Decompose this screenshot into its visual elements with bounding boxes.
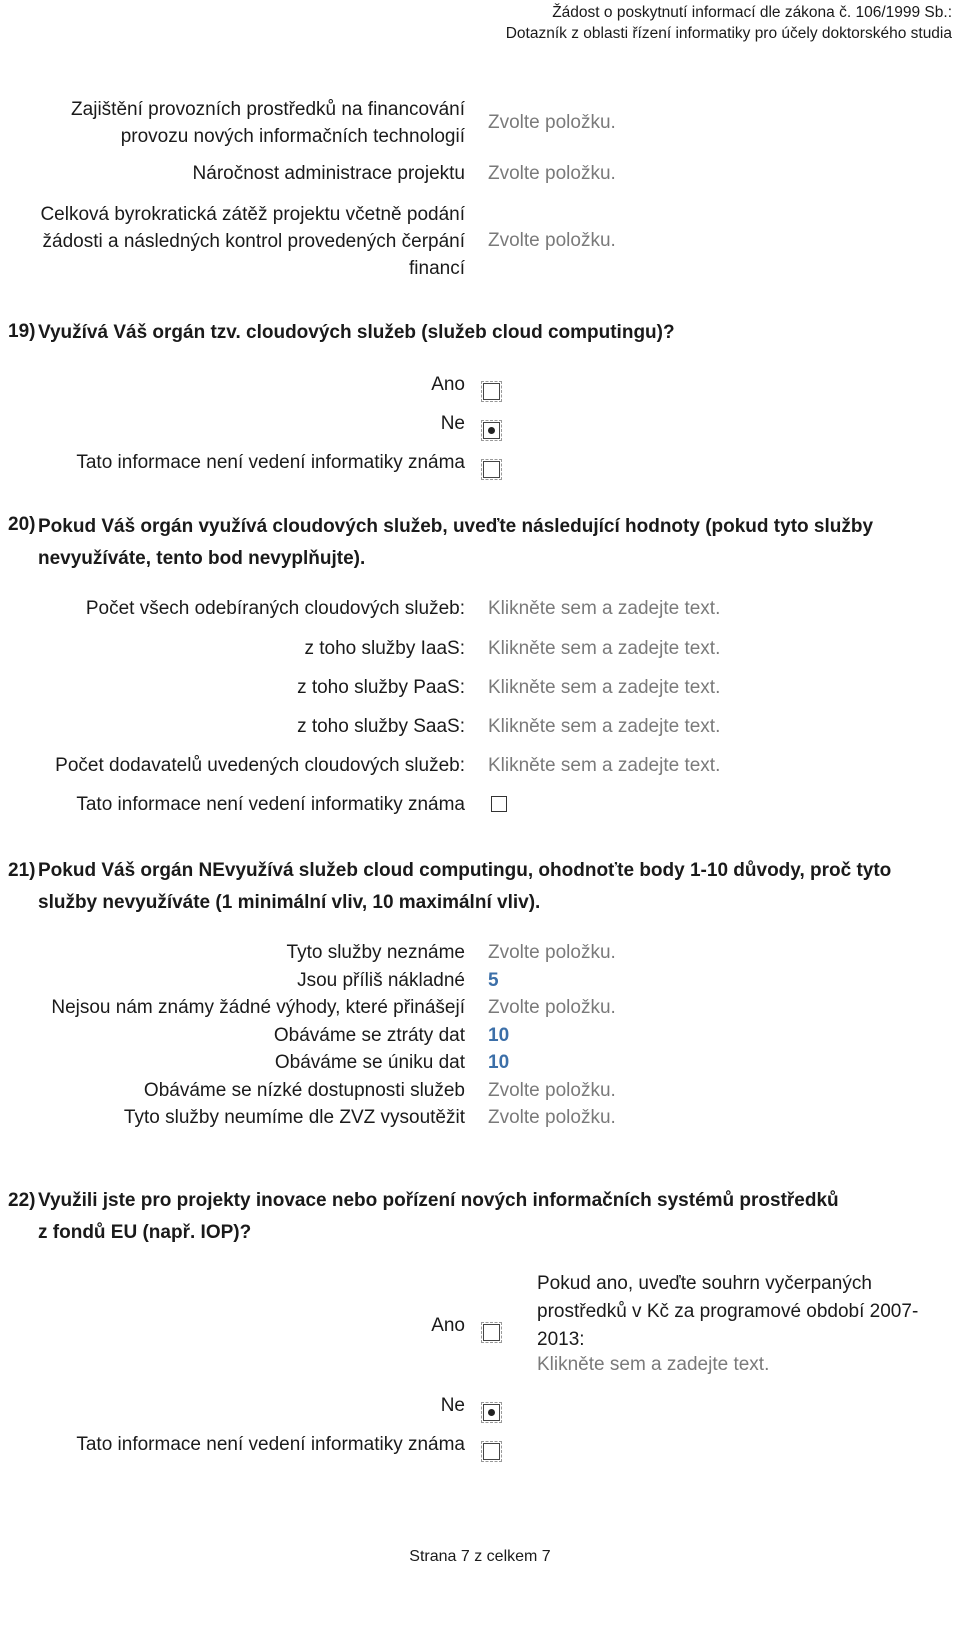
q21-item-dropdown[interactable]: Zvolte položku.	[488, 1080, 616, 1101]
q20-field-input[interactable]: Klikněte sem a zadejte text.	[488, 598, 721, 619]
page-footer: Strana 7 z celkem 7	[409, 1548, 551, 1565]
header-title-line2: Dotazník z oblasti řízení informatiky pro účely doktorského studia	[505, 25, 952, 42]
q22-option-unknown-label: Tato informace není vedení informatiky známa	[76, 1434, 465, 1455]
q22-question-line2: z fondů EU (např. IOP)?	[38, 1222, 252, 1243]
q20-field-input[interactable]: Klikněte sem a zadejte text.	[488, 638, 721, 659]
q18-item-dropdown[interactable]: Zvolte položku.	[488, 112, 616, 133]
q20-question-line2: nevyužíváte, tento bod nevyplňujte).	[38, 548, 366, 569]
q21-item-dropdown[interactable]: Zvolte položku.	[488, 1107, 616, 1128]
q20-unknown-checkbox[interactable]	[491, 796, 507, 812]
q21-number: 21)	[8, 860, 36, 881]
q21-item-label: Nejsou nám známy žádné výhody, které přinášejí	[51, 997, 465, 1018]
q20-field-label: z toho služby SaaS:	[297, 716, 465, 737]
q21-item-label: Tyto služby neznáme	[286, 942, 465, 963]
q20-unknown-label: Tato informace není vedení informatiky známa	[76, 794, 465, 815]
q18-item-label: Náročnost administrace projektu	[192, 163, 465, 184]
q18-item-label: Celková byrokratická zátěž projektu včetně podání žádosti a následných kontrol provedených čerpání financí	[40, 204, 465, 279]
q22-option-no-radio[interactable]	[483, 1404, 500, 1421]
q21-question-line2: služby nevyužíváte (1 minimální vliv, 10 maximální vliv).	[38, 892, 541, 913]
q20-field-label: z toho služby PaaS:	[297, 677, 465, 698]
q19-option-yes-label: Ano	[431, 374, 465, 395]
header-title-line1: Žádost o poskytnutí informací dle zákona č. 106/1999 Sb.:	[552, 4, 952, 21]
q19-question: Využívá Váš orgán tzv. cloudových služeb (služeb cloud computingu)?	[38, 322, 675, 343]
q19-option-unknown-radio[interactable]	[483, 461, 500, 478]
q18-item-label: Zajištění provozních prostředků na financování provozu nových informačních technologií	[71, 99, 465, 147]
q21-item-label: Jsou příliš nákladné	[297, 970, 465, 991]
q19-number: 19)	[8, 321, 36, 342]
q22-option-yes-radio[interactable]	[483, 1324, 500, 1341]
q18-item-dropdown[interactable]: Zvolte položku.	[488, 163, 616, 184]
q22-option-yes-label: Ano	[431, 1315, 465, 1336]
q20-field-input[interactable]: Klikněte sem a zadejte text.	[488, 755, 721, 776]
q20-question-line1: Pokud Váš orgán využívá cloudových služeb, uveďte následující hodnoty (pokud tyto služby	[38, 516, 874, 537]
q19-option-no-label: Ne	[440, 413, 465, 434]
q22-option-unknown-radio[interactable]	[483, 1443, 500, 1460]
q19-option-no-radio[interactable]	[483, 422, 500, 439]
q20-field-label: z toho služby IaaS:	[304, 638, 465, 659]
q19-option-yes-radio[interactable]	[483, 383, 500, 400]
q22-amount-prompt: Pokud ano, uveďte souhrn vyčerpaných prostředků v Kč za programové období 2007-2013:	[537, 1273, 919, 1350]
q19-option-unknown-label: Tato informace není vedení informatiky známa	[76, 452, 465, 473]
q21-item-dropdown[interactable]: 10	[488, 1025, 510, 1046]
q20-number: 20)	[8, 514, 36, 535]
q20-field-label: Počet dodavatelů uvedených cloudových služeb:	[55, 755, 465, 776]
q20-field-input[interactable]: Klikněte sem a zadejte text.	[488, 716, 721, 737]
q20-field-label: Počet všech odebíraných cloudových služeb:	[85, 598, 465, 619]
q22-number: 22)	[8, 1190, 36, 1211]
q18-item-dropdown[interactable]: Zvolte položku.	[488, 230, 616, 251]
q21-item-label: Obáváme se ztráty dat	[273, 1025, 465, 1046]
q21-question-line1: Pokud Váš orgán NEvyužívá služeb cloud computingu, ohodnoťte body 1-10 důvody, proč tyto	[38, 860, 892, 881]
q21-item-dropdown[interactable]: 5	[488, 970, 499, 991]
q21-item-label: Obáváme se nízké dostupnosti služeb	[143, 1080, 465, 1101]
q21-item-label: Obáváme se úniku dat	[274, 1052, 465, 1073]
q21-item-dropdown[interactable]: Zvolte položku.	[488, 942, 616, 963]
q22-amount-input[interactable]: Klikněte sem a zadejte text.	[537, 1354, 770, 1375]
q20-field-input[interactable]: Klikněte sem a zadejte text.	[488, 677, 721, 698]
q22-option-no-label: Ne	[440, 1395, 465, 1416]
q21-item-dropdown[interactable]: Zvolte položku.	[488, 997, 616, 1018]
q21-item-dropdown[interactable]: 10	[488, 1052, 510, 1073]
q21-item-label: Tyto služby neumíme dle ZVZ vysoutěžit	[123, 1107, 465, 1128]
q22-question-line1: Využili jste pro projekty inovace nebo pořízení nových informačních systémů prostředků	[38, 1190, 839, 1211]
